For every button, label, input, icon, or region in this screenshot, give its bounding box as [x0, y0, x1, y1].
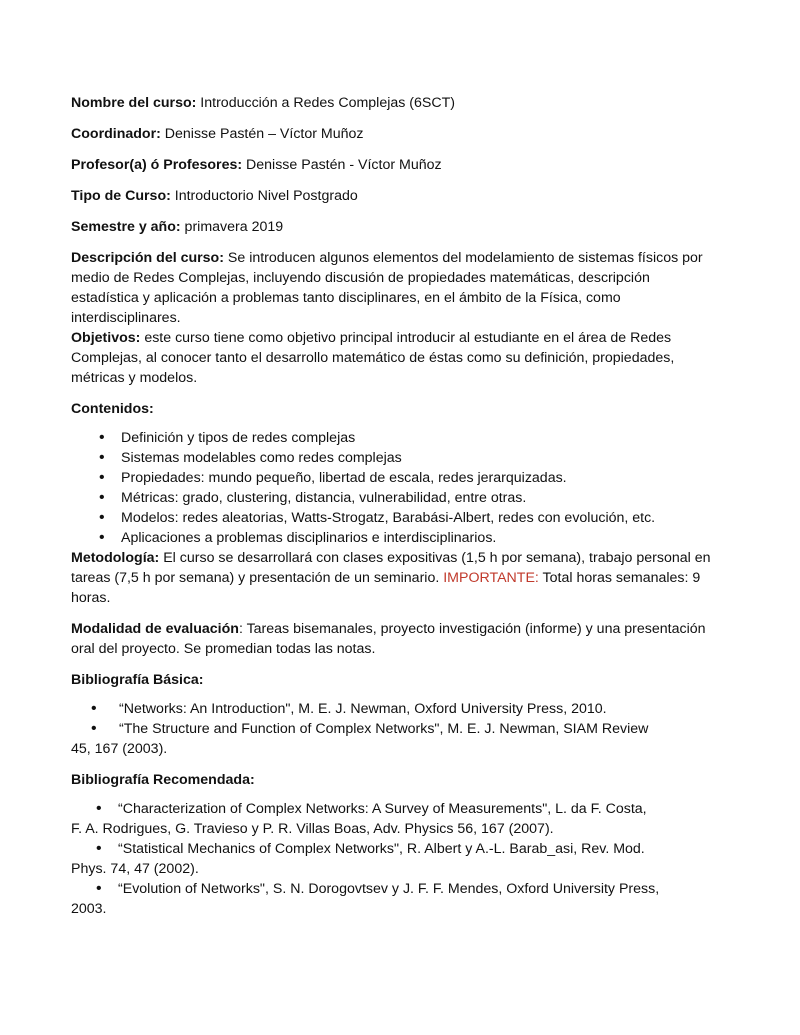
description-field	[71, 248, 711, 328]
contents-item: • Modelos: redes aleatorias, Watts-Strogatz, Barabási-Albert, redes con evolución, etc.	[71, 508, 711, 528]
bibliography-line: “Networks: An Introduction", M. E. J. Newman, Oxford University Press, 2010.	[119, 701, 607, 717]
description-value: Se introducen algunos elementos del modelamiento de sistemas físicos por medio de Redes Complejas, incluyendo discusión de propiedades matemáticas, descripción estadística y aplicación a problemas tanto disciplinares, en el ámbito de la Física, como interdisciplinares.	[71, 250, 703, 326]
bullet-icon: •	[91, 720, 97, 737]
methodology-label: Metodología:	[71, 550, 160, 566]
professors-label: Profesor(a) ó Profesores:	[71, 157, 243, 173]
contents-label: Contenidos:	[71, 401, 154, 417]
bibliography-item	[71, 699, 711, 719]
bibliography-line: “Statistical Mechanics of Complex Networks", R. Albert y A.-L. Barab_asi, Rev. Mod.	[118, 841, 645, 857]
objectives-label: Objetivos:	[71, 330, 141, 346]
bibliography-line: “Evolution of Networks", S. N. Dorogovtsev y J. F. F. Mendes, Oxford University Press,	[118, 881, 660, 897]
important-notice: IMPORTANTE:	[443, 570, 539, 586]
bibliography-item	[71, 719, 711, 759]
bibliography-item	[71, 879, 711, 919]
methodology-field	[71, 548, 711, 608]
bibliography-item	[71, 839, 711, 879]
semester-field	[71, 217, 711, 237]
recommended-bibliography-list	[71, 799, 711, 919]
bullet-icon: •	[96, 840, 102, 857]
bullet-icon: •	[96, 880, 102, 897]
course-type-value: Introductorio Nivel Postgrado	[170, 188, 358, 204]
description-label: Descripción del curso:	[71, 250, 224, 266]
contents-list	[71, 428, 711, 548]
evaluation-value: : Tareas bisemanales, proyecto investigación (informe) y una presentación oral del proyecto. Se promedian todas las notas.	[71, 621, 706, 657]
bibliography-line-continued: Phys. 74, 47 (2002).	[71, 861, 199, 877]
course-name-label: Nombre del curso:	[71, 95, 197, 111]
semester-label: Semestre y año:	[71, 219, 181, 235]
basic-bibliography-heading	[71, 670, 711, 690]
methodology-value: El curso se desarrollará con clases expositivas (1,5 h por semana), trabajo personal en tareas (7,5 h por semana) y presentación de un seminario.	[71, 550, 711, 586]
contents-item: • Sistemas modelables como redes complejas	[71, 448, 711, 468]
course-program	[71, 93, 711, 930]
bibliography-item	[71, 799, 711, 839]
bullet-icon: •	[91, 700, 97, 717]
objectives-field	[71, 328, 711, 388]
contents-item: • Definición y tipos de redes complejas	[71, 428, 711, 448]
coordinator-field	[71, 124, 711, 144]
recommended-bibliography-label: Bibliografía Recomendada:	[71, 772, 255, 788]
bibliography-line-continued: F. A. Rodrigues, G. Travieso y P. R. Villas Boas, Adv. Physics 56, 167 (2007).	[71, 821, 554, 837]
evaluation-label: Modalidad de evaluación	[71, 621, 239, 637]
methodology-hours: Total horas semanales: 9 horas.	[71, 570, 701, 606]
contents-item: • Aplicaciones a problemas disciplinarios e interdisciplinarios.	[71, 528, 711, 548]
professors-field	[71, 155, 711, 175]
course-name-value: Introducción a Redes Complejas (6SCT)	[196, 95, 455, 111]
evaluation-field	[71, 619, 711, 659]
course-type-label: Tipo de Curso:	[71, 188, 171, 204]
semester-value: primavera 2019	[180, 219, 284, 235]
bibliography-line-continued: 45, 167 (2003).	[71, 741, 168, 757]
bibliography-line: “Characterization of Complex Networks: A Survey of Measurements", L. da F. Costa,	[118, 801, 647, 817]
objectives-value: este curso tiene como objetivo principal introducir al estudiante en el área de Redes Complejas, al conocer tanto el desarrollo matemático de éstas como su definición, propiedades, métricas y modelos.	[71, 330, 675, 386]
recommended-bibliography-heading	[71, 770, 711, 790]
basic-bibliography-label: Bibliografía Básica:	[71, 672, 204, 688]
coordinator-label: Coordinador:	[71, 126, 161, 142]
professors-value: Denisse Pastén - Víctor Muñoz	[242, 157, 442, 173]
bullet-icon: •	[96, 800, 102, 817]
contents-item: • Métricas: grado, clustering, distancia, vulnerabilidad, entre otras.	[71, 488, 711, 508]
course-name-field	[71, 93, 711, 113]
basic-bibliography-list	[71, 699, 711, 759]
contents-heading	[71, 399, 711, 419]
course-type-field	[71, 186, 711, 206]
contents-item: • Propiedades: mundo pequeño, libertad de escala, redes jerarquizadas.	[71, 468, 711, 488]
bibliography-line-continued: 2003.	[71, 901, 107, 917]
coordinator-value: Denisse Pastén – Víctor Muñoz	[160, 126, 364, 142]
bibliography-line: “The Structure and Function of Complex Networks", M. E. J. Newman, SIAM Review	[119, 721, 649, 737]
